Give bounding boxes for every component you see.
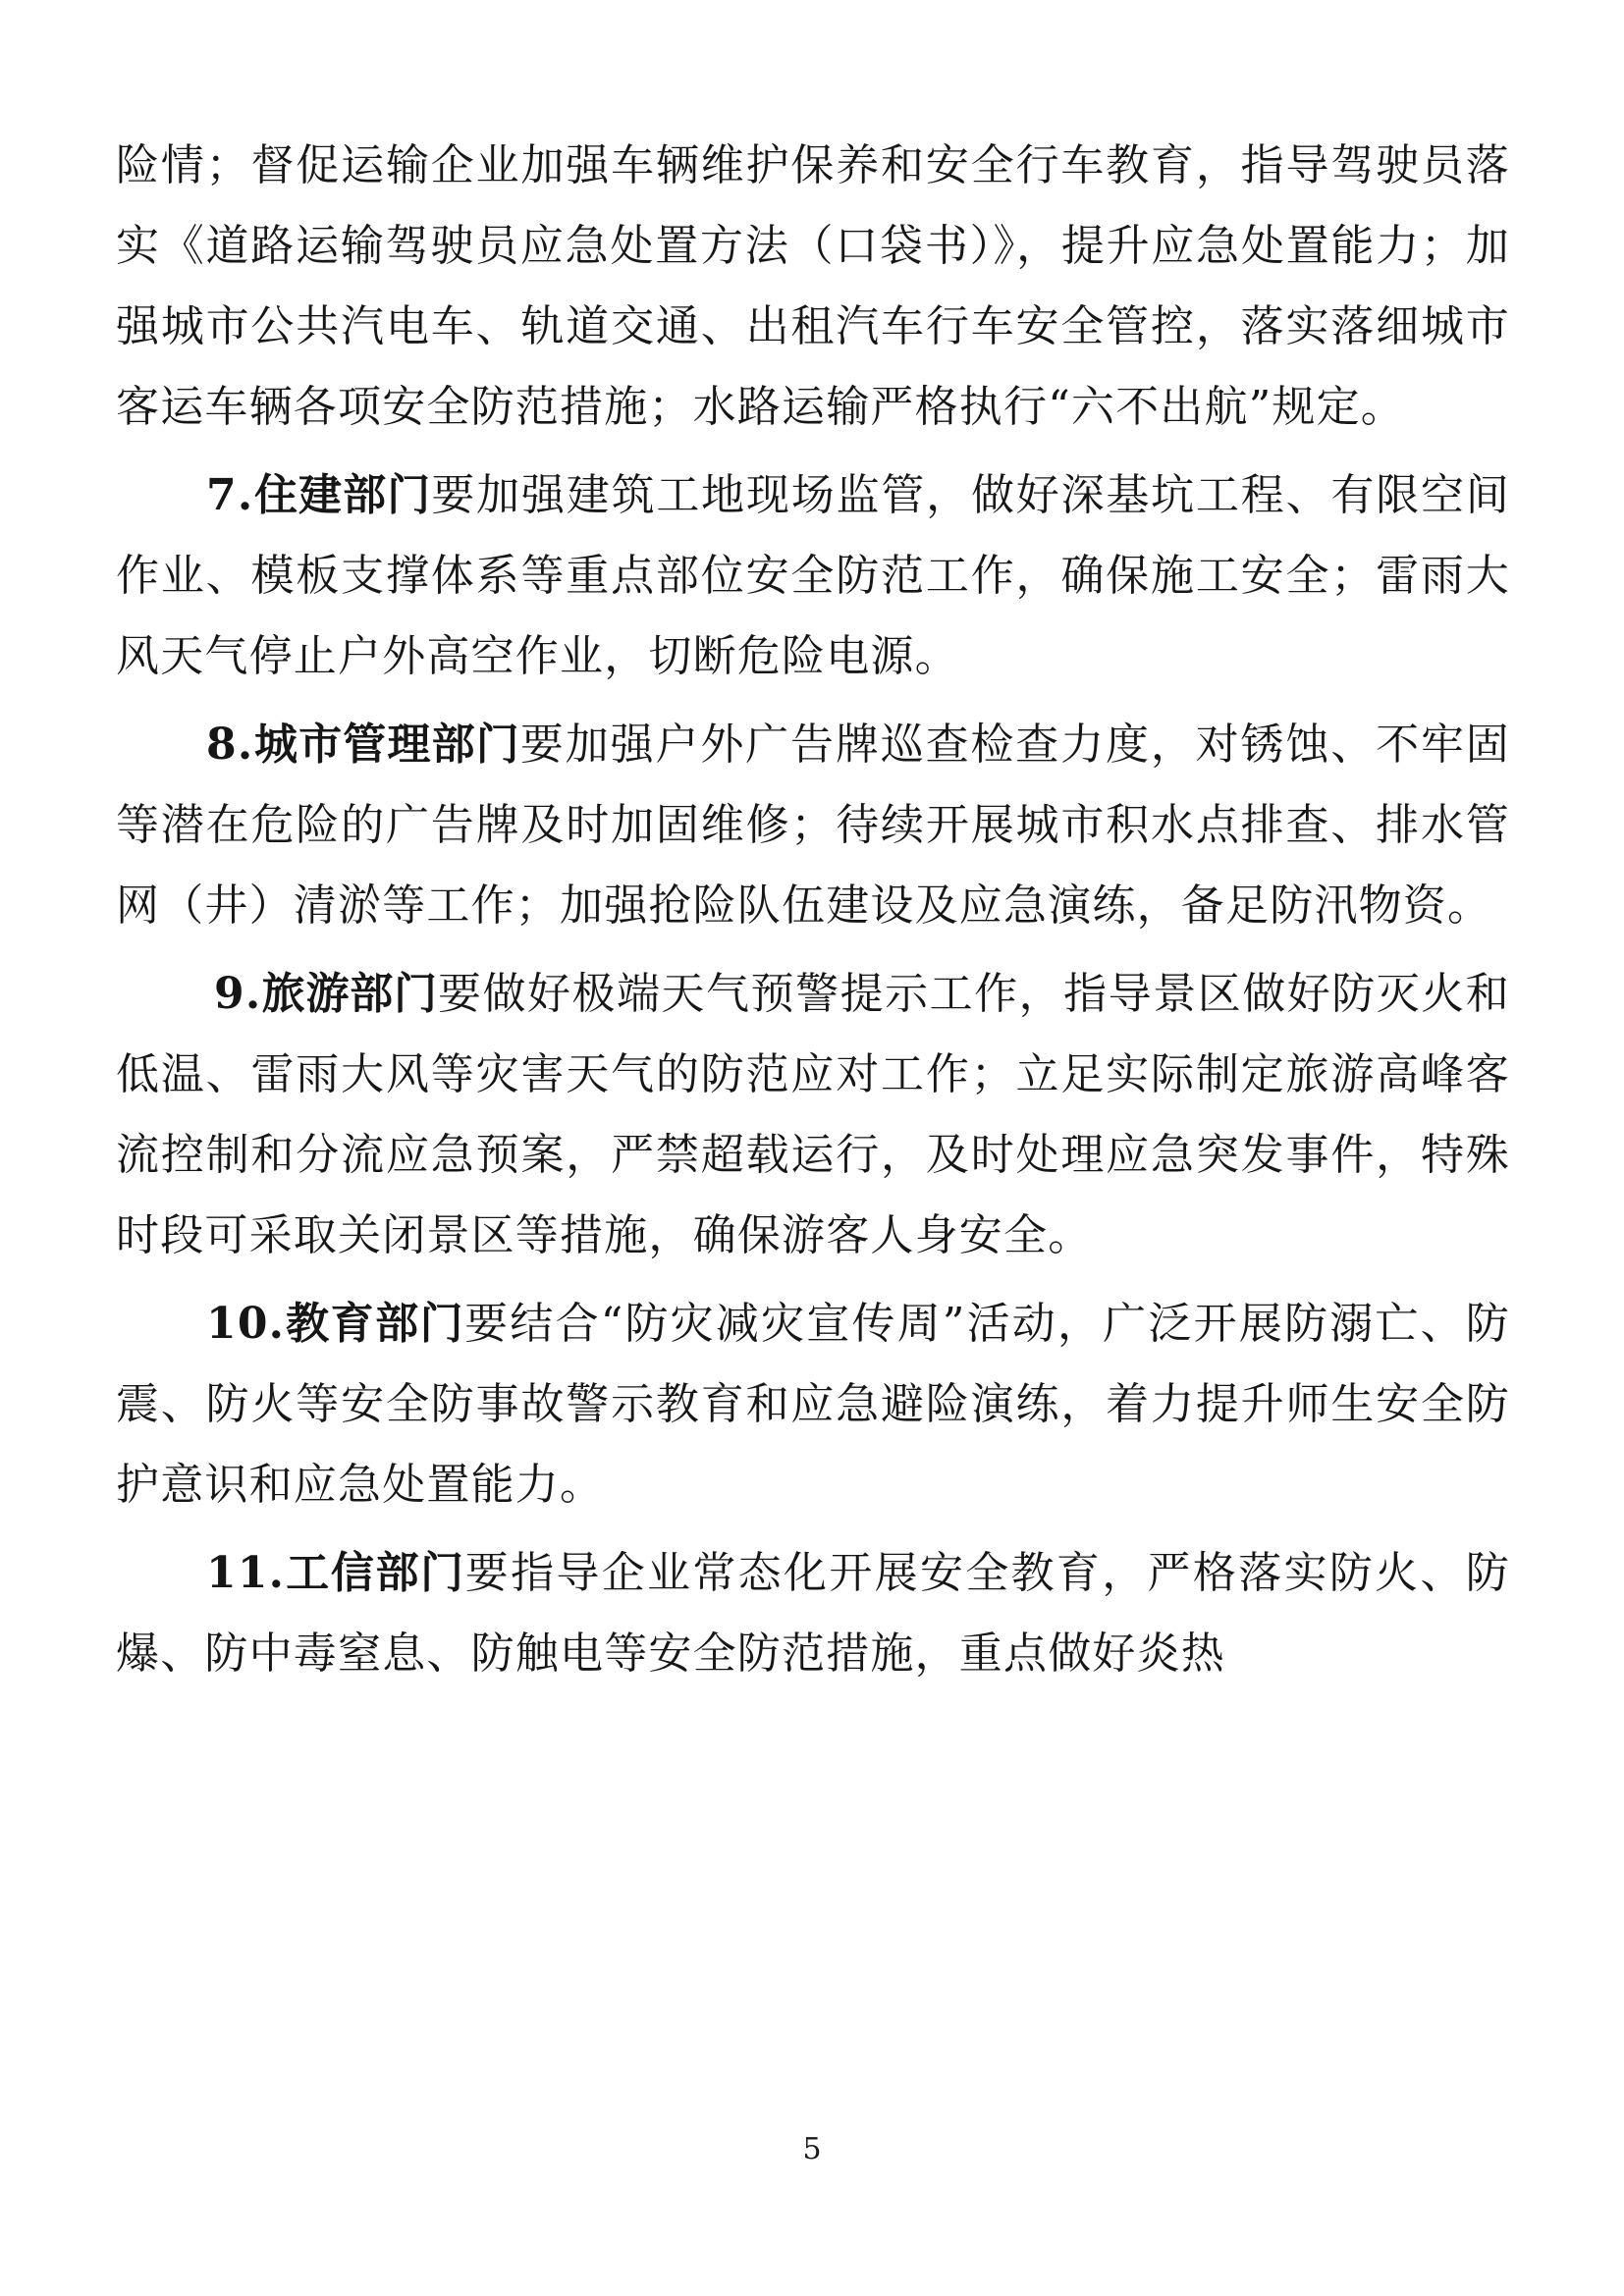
paragraph-lead: 旅游部门 (261, 969, 438, 1019)
paragraph-lead: 教育部门 (285, 1299, 465, 1349)
page-number: 5 (802, 2132, 822, 2166)
paragraph-number: 8. (206, 720, 254, 770)
paragraph-text: 要加强户外广告牌巡查检查力度，对锈蚀、不牢固等潜在危险的广告牌及时加固维修；待续开展城市积水点排查、排水管网（井）清淤等工作；加强抢险队伍建设及应急演练，备足防汛物资。 (116, 720, 1510, 931)
paragraph-lead: 工信部门 (285, 1548, 465, 1598)
paragraph-number: 11. (206, 1548, 286, 1598)
paragraph-number: 7. (206, 470, 254, 520)
paragraph-lead: 住建部门 (253, 470, 432, 520)
document-body (116, 126, 1510, 1702)
paragraph-number: 10. (206, 1299, 286, 1349)
paragraph-text: 要加强建筑工地现场监管，做好深基坑工程、有限空间作业、模板支撑体系等重点部位安全防范工作，确保施工安全；雷雨大风天气停止户外高空作业，切断危险电源。 (116, 470, 1510, 681)
paragraph-8 (116, 705, 1510, 946)
paragraph-number: 9. (214, 969, 262, 1019)
paragraph-text: 要结合“防灾减灾宣传周”活动，广泛开展防溺亡、防震、防火等安全防事故警示教育和应急避险演练，着力提升师生安全防护意识和应急处置能力。 (116, 1299, 1510, 1510)
paragraph-text: 险情；督促运输企业加强车辆维护保养和安全行车教育，指导驾驶员落实《道路运输驾驶员应急处置方法（口袋书）》，提升应急处置能力；加强城市公共汽电车、轨道交通、出租汽车行车安全管控，落实落细城市客运车辆各项安全防范措施；水路运输严格执行“六不出航”规定。 (116, 140, 1510, 432)
paragraph-9 (116, 954, 1510, 1276)
paragraph-7 (116, 455, 1510, 697)
paragraph-text: 要做好极端天气预警提示工作，指导景区做好防灭火和低温、雷雨大风等灾害天气的防范应对工作；立足实际制定旅游高峰客流控制和分流应急预案，严禁超载运行，及时处理应急突发事件，特殊时段可采取关闭景区等措施，确保游客人身安全。 (116, 969, 1510, 1260)
paragraph-11 (116, 1533, 1510, 1694)
paragraph-10 (116, 1284, 1510, 1525)
paragraph-continued (116, 126, 1510, 448)
paragraph-lead: 城市管理部门 (253, 720, 520, 770)
paragraph-text: 要指导企业常态化开展安全教育，严格落实防火、防爆、防中毒窒息、防触电等安全防范措施，重点做好炎热 (116, 1548, 1510, 1679)
